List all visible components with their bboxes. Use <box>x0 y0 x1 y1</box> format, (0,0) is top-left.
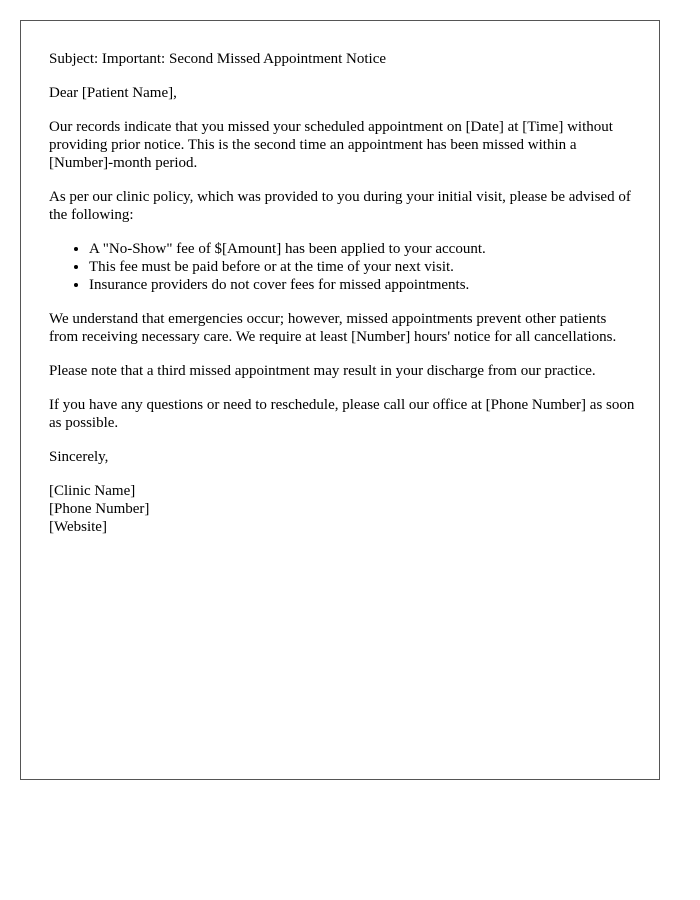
policy-list <box>49 240 639 294</box>
missed-appointment-paragraph: Our records indicate that you missed your scheduled appointment on [Date] at [Time] without providing prior notice. This is the second time an appointment has been missed within a [Number]-month period. <box>49 119 613 171</box>
letter-body <box>49 50 639 536</box>
subject-line: Subject: Important: Second Missed Appointment Notice <box>49 51 387 67</box>
signature-block <box>49 482 639 536</box>
signature-clinic-name: [Clinic Name] <box>49 483 136 499</box>
policy-item-fee: • A "No-Show" fee of $[Amount] has been applied to your account. <box>89 240 639 258</box>
policy-item-payment: • This fee must be paid before or at the time of your next visit. <box>89 258 639 276</box>
signature-phone: [Phone Number] <box>49 501 150 517</box>
signature-website: [Website] <box>49 519 107 535</box>
letter-page <box>20 20 660 780</box>
contact-paragraph: If you have any questions or need to reschedule, please call our office at [Phone Number] as soon as possible. <box>49 397 635 431</box>
greeting: Dear [Patient Name], <box>49 85 177 101</box>
policy-item-insurance: • Insurance providers do not cover fees for missed appointments. <box>89 276 639 294</box>
closing: Sincerely, <box>49 449 109 465</box>
emergencies-paragraph: We understand that emergencies occur; however, missed appointments prevent other patients from receiving necessary care. We require at least [Number] hours' notice for all cancellations. <box>49 311 617 345</box>
policy-intro-paragraph: As per our clinic policy, which was provided to you during your initial visit, please be advised of the following: <box>49 189 631 223</box>
discharge-warning-paragraph: Please note that a third missed appointment may result in your discharge from our practice. <box>49 363 596 379</box>
